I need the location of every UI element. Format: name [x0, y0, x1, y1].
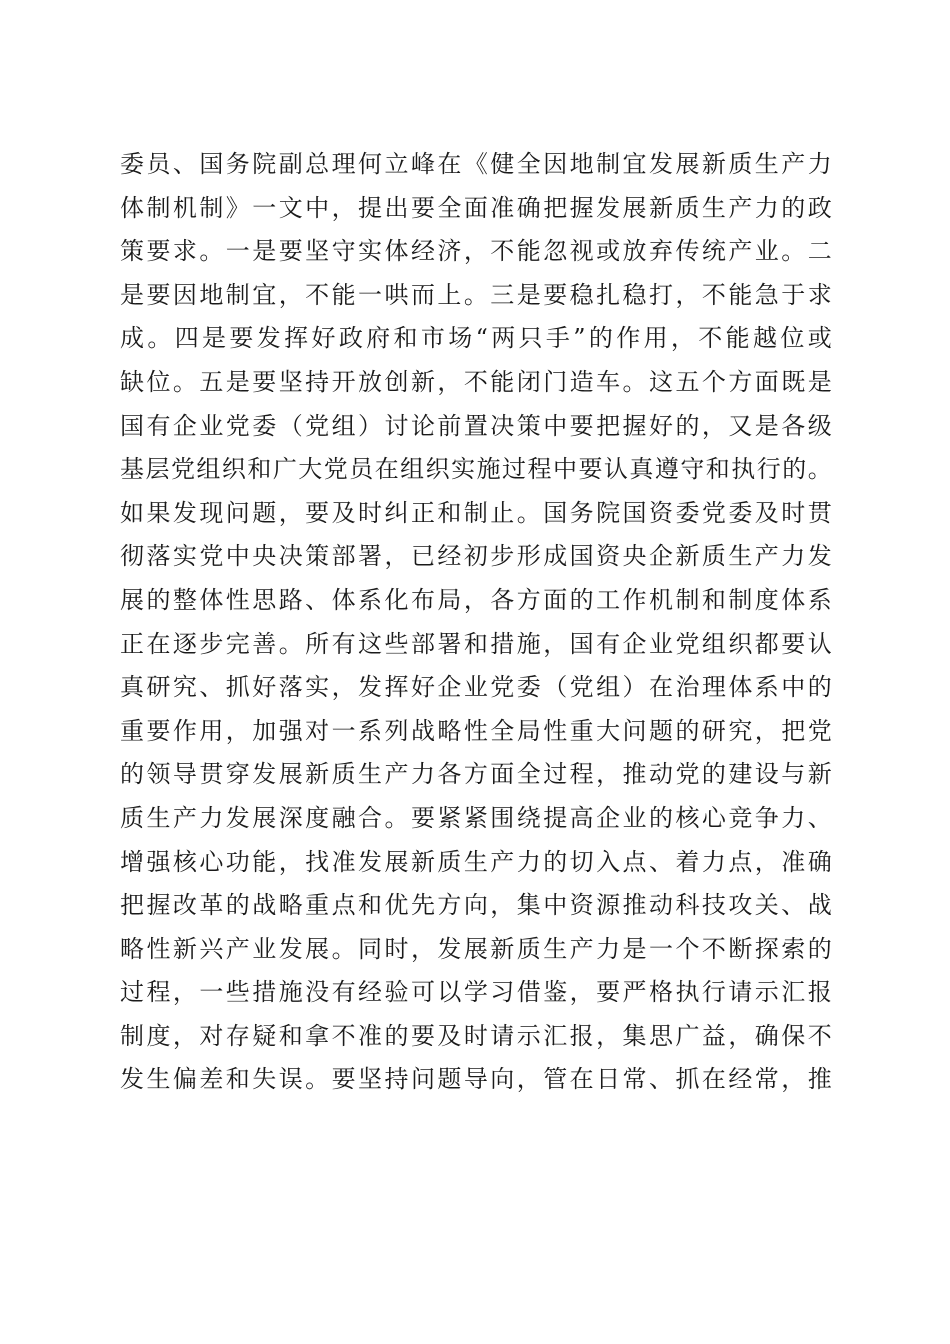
text-line: 制度，对存疑和拿不准的要及时请示汇报，集思广益，确保不 — [120, 1021, 832, 1050]
text-line: 真研究、抓好落实，发挥好企业党委（党组）在治理体系中的 — [120, 673, 832, 702]
text-line: 缺位。五是要坚持开放创新，不能闭门造车。这五个方面既是 — [120, 367, 832, 396]
text-line: 彻落实党中央决策部署，已经初步形成国资央企新质生产力发 — [120, 542, 832, 571]
text-line: 把握改革的战略重点和优先方向，集中资源推动科技攻关、战 — [120, 891, 832, 920]
text-line: 基层党组织和广大党员在组织实施过程中要认真遵守和执行的。 — [120, 455, 832, 484]
text-line: 策要求。一是要坚守实体经济，不能忽视或放弃传统产业。二 — [120, 237, 832, 266]
text-line: 成。四是要发挥好政府和市场“两只手”的作用，不能越位或 — [120, 324, 832, 353]
body-paragraph — [120, 143, 832, 1102]
text-line: 如果发现问题，要及时纠正和制止。国务院国资委党委及时贯 — [120, 498, 832, 527]
text-line: 重要作用，加强对一系列战略性全局性重大问题的研究，把党 — [120, 716, 832, 745]
text-line: 质生产力发展深度融合。要紧紧围绕提高企业的核心竞争力、 — [120, 803, 832, 832]
text-line: 增强核心功能，找准发展新质生产力的切入点、着力点，准确 — [120, 847, 832, 876]
text-line: 是要因地制宜，不能一哄而上。三是要稳扎稳打，不能急于求 — [120, 280, 832, 309]
text-line: 过程，一些措施没有经验可以学习借鉴，要严格执行请示汇报 — [120, 978, 832, 1007]
text-line: 委员、国务院副总理何立峰在《健全因地制宜发展新质生产力 — [120, 150, 832, 178]
text-line: 体制机制》一文中，提出要全面准确把握发展新质生产力的政 — [120, 193, 832, 222]
text-line: 略性新兴产业发展。同时，发展新质生产力是一个不断探索的 — [120, 934, 832, 963]
text-line: 正在逐步完善。所有这些部署和措施，国有企业党组织都要认 — [120, 629, 832, 658]
text-line: 国有企业党委（党组）讨论前置决策中要把握好的，又是各级 — [120, 411, 832, 440]
text-line: 发生偏差和失误。要坚持问题导向，管在日常、抓在经常，推 — [120, 1065, 832, 1094]
text-line: 展的整体性思路、体系化布局，各方面的工作机制和制度体系 — [120, 585, 832, 614]
text-line: 的领导贯穿发展新质生产力各方面全过程，推动党的建设与新 — [120, 760, 832, 789]
